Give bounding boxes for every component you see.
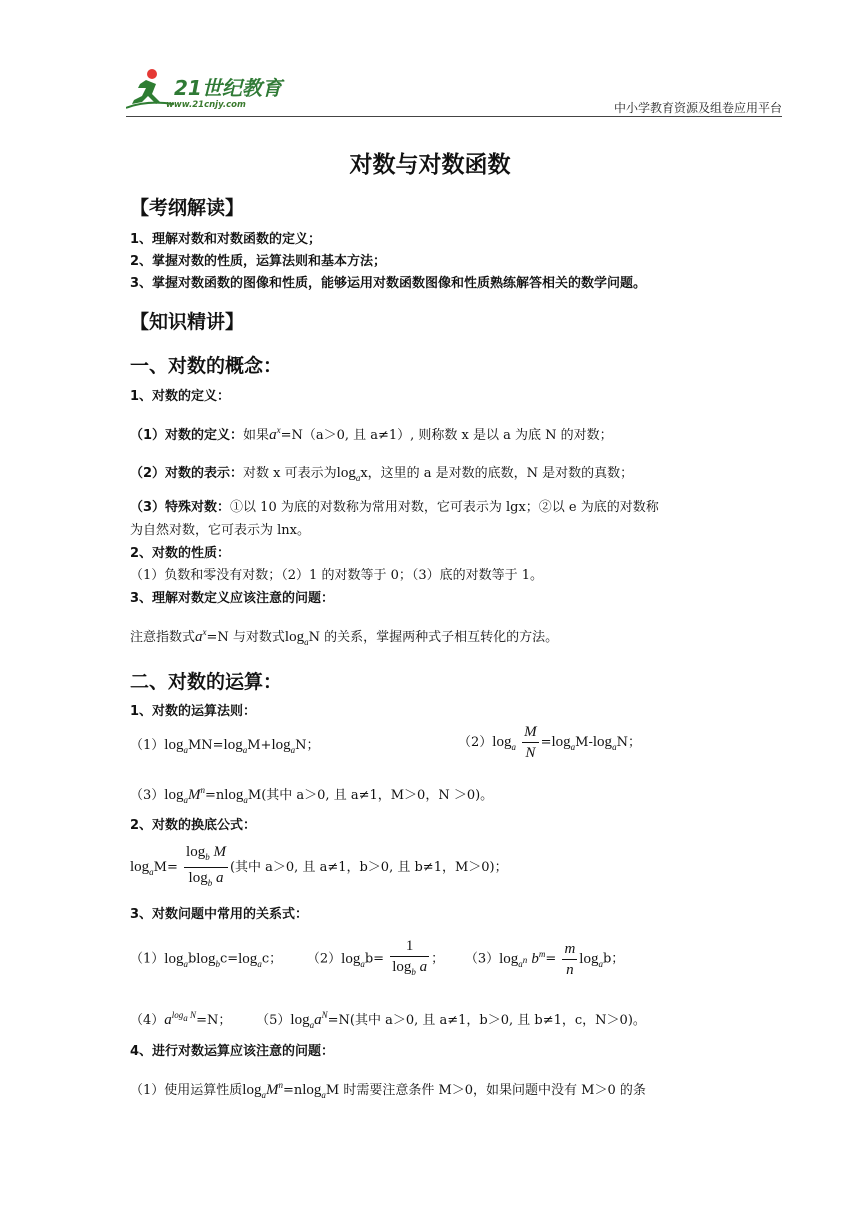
concept-subtitle-2: 2、对数的性质： (130, 546, 231, 561)
relation-row-2: $(4)a^{log_a N}=N$； $(5)\log_aa^N=N$(其中 a＞0, 且 a≠1，b＞0, 且 b≠1，c，N＞0)。 (130, 1010, 646, 1030)
definition-line-2: （2）对数的表示：对数 x 可表示为$\log_ax$，这里的 a 是对数的底数，N 是对数的真数； (130, 465, 634, 483)
concept-subtitle-1: 1、对数的定义： (130, 389, 231, 404)
header-platform-text: 中小学教育资源及组卷应用平台 (613, 101, 782, 115)
definition-line-1: （1）对数的定义：如果$a^x=N(a>0$, 且 a≠1）, 则称数 x 是以 a 为底 N 的对数； (130, 425, 613, 443)
header-divider (126, 116, 782, 117)
section-heading-concept: 一、对数的概念： (130, 355, 283, 377)
note-line: 注意指数式$a^x=N$ 与对数式$\log_aN$ 的关系，掌握两种式子相互转化的方法。 (130, 627, 559, 647)
kaogang-item-2: 2、掌握对数的性质，运算法则和基本方法； (130, 254, 387, 269)
rule-1: $(1)\log_aMN=\log_aM+\log_aN$； (130, 737, 320, 755)
kaogang-item-1: 1、理解对数和对数函数的定义； (130, 232, 322, 247)
operations-subtitle-3: 3、对数问题中常用的关系式： (130, 907, 309, 922)
caution-line-1: （1）使用运算性质$\log_aM^n=nlog_aM$ 时需要注意条件 M＞0，如果问题中没有 M＞0 的条 (130, 1080, 646, 1100)
operations-subtitle-4: 4、进行对数运算应该注意的问题： (130, 1044, 335, 1059)
page-title: 对数与对数函数 (349, 152, 511, 178)
logo (126, 66, 306, 118)
section-heading-zhishi: 【知识精讲】 (130, 311, 245, 333)
relation-row-1: $(1)\log_ablog_bc=\log_ac$； $(2)\log_ab=$ $\frac{1}{\log_b a}$ ； $(3)\log_{a^n}$ $b^m=$ $\frac{m}{n}$ $\log_ab$； (130, 938, 625, 978)
kaogang-item-3: 3、掌握对数函数的图像和性质，能够运用对数函数图像和性质熟练解答相关的数学问题。 (130, 276, 647, 291)
logo-text: 21世纪教育 (174, 76, 282, 100)
section-heading-operations: 二、对数的运算： (130, 671, 283, 693)
operations-subtitle-2: 2、对数的换底公式： (130, 818, 257, 833)
property-line: （1）负数和零没有对数；（2）1 的对数等于 0；（3）底的对数等于 1。 (130, 568, 544, 583)
rule-2: $(2)\log_a$ $\frac{M}{N}$ $=\log_aM-\log_aN$； (458, 724, 641, 761)
logo-url: www.21cnjy.com (166, 100, 246, 110)
definition-line-3: （3）特殊对数：①以 10 为底的对数称为常用对数，它可表示为 lgx；②以 e 为底的对数称 (130, 500, 659, 515)
operations-subtitle-1: 1、对数的运算法则： (130, 704, 257, 719)
definition-line-3-cont: 为自然对数，它可表示为 lnx。 (130, 523, 310, 538)
section-heading-kaogang: 【考纲解读】 (130, 197, 245, 219)
change-of-base-formula: $\log_aM=$ $\frac{\log_b M}{\log_b a}$ (其中 a＞0, 且 a≠1，b＞0, 且 b≠1，M＞0)； (130, 844, 508, 888)
concept-subtitle-3: 3、理解对数定义应该注意的问题： (130, 591, 335, 606)
rule-3: $(3)\log_aM^n=nlog_aM$(其中 a＞0, 且 a≠1，M＞0，N ＞0)。 (130, 785, 494, 805)
